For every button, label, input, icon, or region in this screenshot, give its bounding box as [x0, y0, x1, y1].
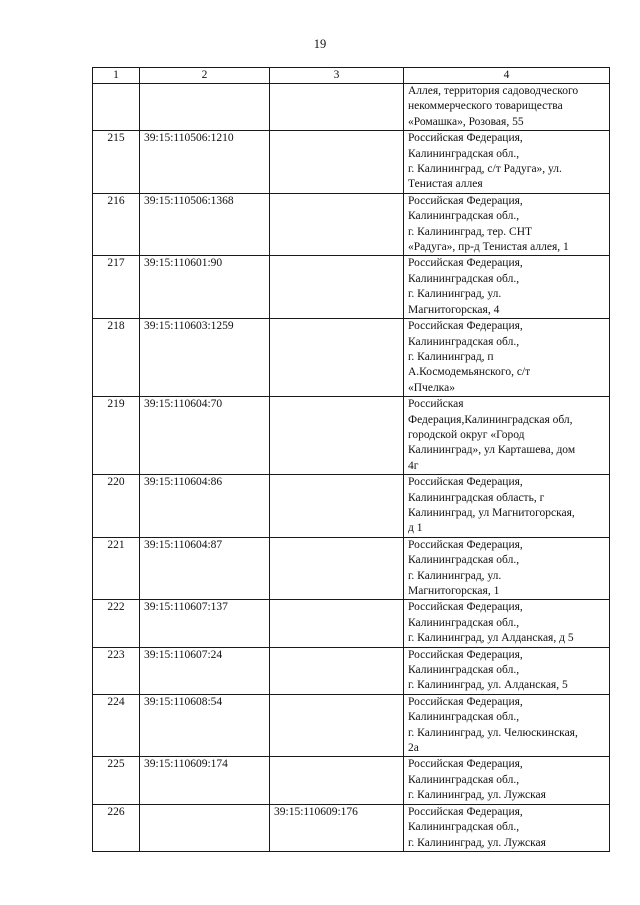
address-line: А.Космодемьянского, с/т — [408, 366, 531, 379]
cadastral-number-cell: 39:15:110506:1368 — [140, 193, 270, 256]
address-line: Федерация,Калининградская обл, — [408, 413, 573, 426]
cadastral-number-cell: 39:15:110506:1210 — [140, 131, 270, 194]
cadastral-number-cell: 39:15:110607:24 — [140, 647, 270, 694]
address-cell — [404, 319, 610, 397]
header-col-2: 2 — [140, 68, 270, 84]
address-line: Российская Федерация, — [408, 132, 523, 145]
table-row — [93, 193, 610, 256]
cadastral-number-alt-cell — [270, 319, 404, 397]
cadastral-number-cell: 39:15:110607:137 — [140, 600, 270, 647]
cadastral-number-cell — [140, 84, 270, 131]
row-number-cell: 224 — [93, 694, 140, 757]
address-line: г. Калининград, п — [408, 350, 494, 363]
table-header-row — [93, 68, 610, 84]
address-cell — [404, 757, 610, 804]
table-row — [93, 319, 610, 397]
cadastral-number-alt-cell — [270, 647, 404, 694]
address-line: «Пчелка» — [408, 381, 455, 394]
address-line: г. Калининград, ул. Челюскинская, — [408, 726, 578, 739]
row-number-cell: 223 — [93, 647, 140, 694]
address-line: Магнитогорская, 4 — [408, 303, 500, 316]
address-line: д 1 — [408, 522, 423, 535]
address-line: г. Калининград, ул. Лужская — [408, 836, 546, 849]
cadastral-number-cell — [140, 804, 270, 851]
cadastral-number-alt-cell — [270, 694, 404, 757]
address-line: г. Калининград, ул. Лужская — [408, 789, 546, 802]
address-cell — [404, 193, 610, 256]
table-row — [93, 397, 610, 475]
address-line: Калининградская область, г — [408, 491, 545, 504]
row-number-cell: 220 — [93, 475, 140, 538]
address-line: Российская Федерация, — [408, 257, 523, 270]
address-line: Калининградская обл., — [408, 773, 520, 786]
cadastral-number-alt-cell — [270, 537, 404, 600]
address-line: Российская Федерация, — [408, 194, 523, 207]
row-number-cell: 221 — [93, 537, 140, 600]
address-line: Магнитогорская, 1 — [408, 585, 500, 597]
address-line: «Ромашка», Розовая, 55 — [408, 115, 524, 128]
address-line: Калининградская обл., — [408, 711, 520, 724]
table-row — [93, 475, 610, 538]
table-row — [93, 600, 610, 647]
address-line: Калининградская обл., — [408, 616, 520, 629]
cadastral-number-cell: 39:15:110601:90 — [140, 256, 270, 319]
address-cell — [404, 256, 610, 319]
row-number-cell: 216 — [93, 193, 140, 256]
address-line: г. Калининград, ул. — [408, 569, 502, 582]
address-line: Калининградская обл., — [408, 554, 520, 567]
cadastral-number-cell: 39:15:110604:70 — [140, 397, 270, 475]
table-row — [93, 694, 610, 757]
address-line: «Радуга», пр-д Тенистая аллея, 1 — [408, 241, 569, 254]
cadastral-number-cell: 39:15:110603:1259 — [140, 319, 270, 397]
table-row — [93, 256, 610, 319]
address-line: Российская Федерация, — [408, 695, 523, 708]
address-line: Российская Федерация, — [408, 320, 523, 333]
cadastral-number-alt-cell — [270, 131, 404, 194]
address-line: 2а — [408, 742, 419, 755]
address-line: Аллея, территория садоводческого — [408, 85, 579, 97]
address-line: городской округ «Город — [408, 428, 525, 441]
table-row — [93, 804, 610, 851]
table-row — [93, 131, 610, 194]
cadastral-number-cell: 39:15:110608:54 — [140, 694, 270, 757]
address-line: г. Калининград, ул. Алданская, 5 — [408, 679, 568, 692]
table-row — [93, 84, 610, 131]
address-cell — [404, 647, 610, 694]
header-col-4: 4 — [404, 68, 610, 84]
address-cell — [404, 537, 610, 600]
row-number-cell: 226 — [93, 804, 140, 851]
cadastral-number-alt-cell — [270, 256, 404, 319]
page-number: 19 — [313, 37, 327, 51]
cadastral-number-cell: 39:15:110604:86 — [140, 475, 270, 538]
address-line: Калининградская обл., — [408, 664, 520, 677]
address-cell — [404, 600, 610, 647]
address-line: г. Калининград, тер. СНТ — [408, 225, 533, 238]
address-line: Калининград, ул Магнитогорская, — [408, 506, 575, 519]
address-line: Калининградская обл., — [408, 147, 520, 160]
address-line: Калининградская обл., — [408, 272, 520, 285]
address-cell — [404, 131, 610, 194]
header-col-3: 3 — [270, 68, 404, 84]
address-line: Калининградская обл., — [408, 821, 520, 834]
address-line: Калининградская обл., — [408, 210, 520, 223]
cadastral-number-alt-cell: 39:15:110609:176 — [270, 804, 404, 851]
cadastral-number-alt-cell — [270, 757, 404, 804]
cadastral-number-alt-cell — [270, 475, 404, 538]
row-number-cell: 215 — [93, 131, 140, 194]
address-line: Калининградская обл., — [408, 335, 520, 348]
cadastral-number-alt-cell — [270, 397, 404, 475]
cadastral-number-alt-cell — [270, 84, 404, 131]
header-col-1: 1 — [93, 68, 140, 84]
address-line: г. Калининград, ул Алданская, д 5 — [408, 632, 574, 645]
table-row — [93, 757, 610, 804]
row-number-cell: 218 — [93, 319, 140, 397]
address-line: Российская Федерация, — [408, 758, 523, 771]
address-line: Российская Федерация, — [408, 538, 523, 551]
row-number-cell: 225 — [93, 757, 140, 804]
cadastral-number-alt-cell — [270, 193, 404, 256]
cadastral-number-alt-cell — [270, 600, 404, 647]
address-cell — [404, 804, 610, 851]
row-number-cell: 222 — [93, 600, 140, 647]
address-line: Калининград», ул Карташева, дом — [408, 444, 576, 457]
cadastral-number-cell: 39:15:110609:174 — [140, 757, 270, 804]
address-line: 4г — [408, 459, 419, 472]
address-cell — [404, 84, 610, 131]
address-line: Российская Федерация, — [408, 648, 523, 661]
table-row — [93, 647, 610, 694]
address-line: Российская — [408, 398, 464, 411]
address-cell — [404, 694, 610, 757]
row-number-cell: 217 — [93, 256, 140, 319]
address-line: Российская Федерация, — [408, 476, 523, 489]
cadastral-table — [92, 67, 610, 852]
address-line: Российская Федерация, — [408, 805, 523, 818]
table-row — [93, 537, 610, 600]
address-cell — [404, 397, 610, 475]
row-number-cell — [93, 84, 140, 131]
address-line: г. Калининград, с/т Радуга», ул. — [408, 163, 562, 176]
address-cell — [404, 475, 610, 538]
row-number-cell: 219 — [93, 397, 140, 475]
address-line: Тенистая аллея — [408, 178, 483, 191]
cadastral-number-cell: 39:15:110604:87 — [140, 537, 270, 600]
address-line: некоммерческого товарищества — [408, 100, 563, 113]
address-line: Российская Федерация, — [408, 601, 523, 614]
address-line: г. Калининград, ул. — [408, 288, 502, 301]
